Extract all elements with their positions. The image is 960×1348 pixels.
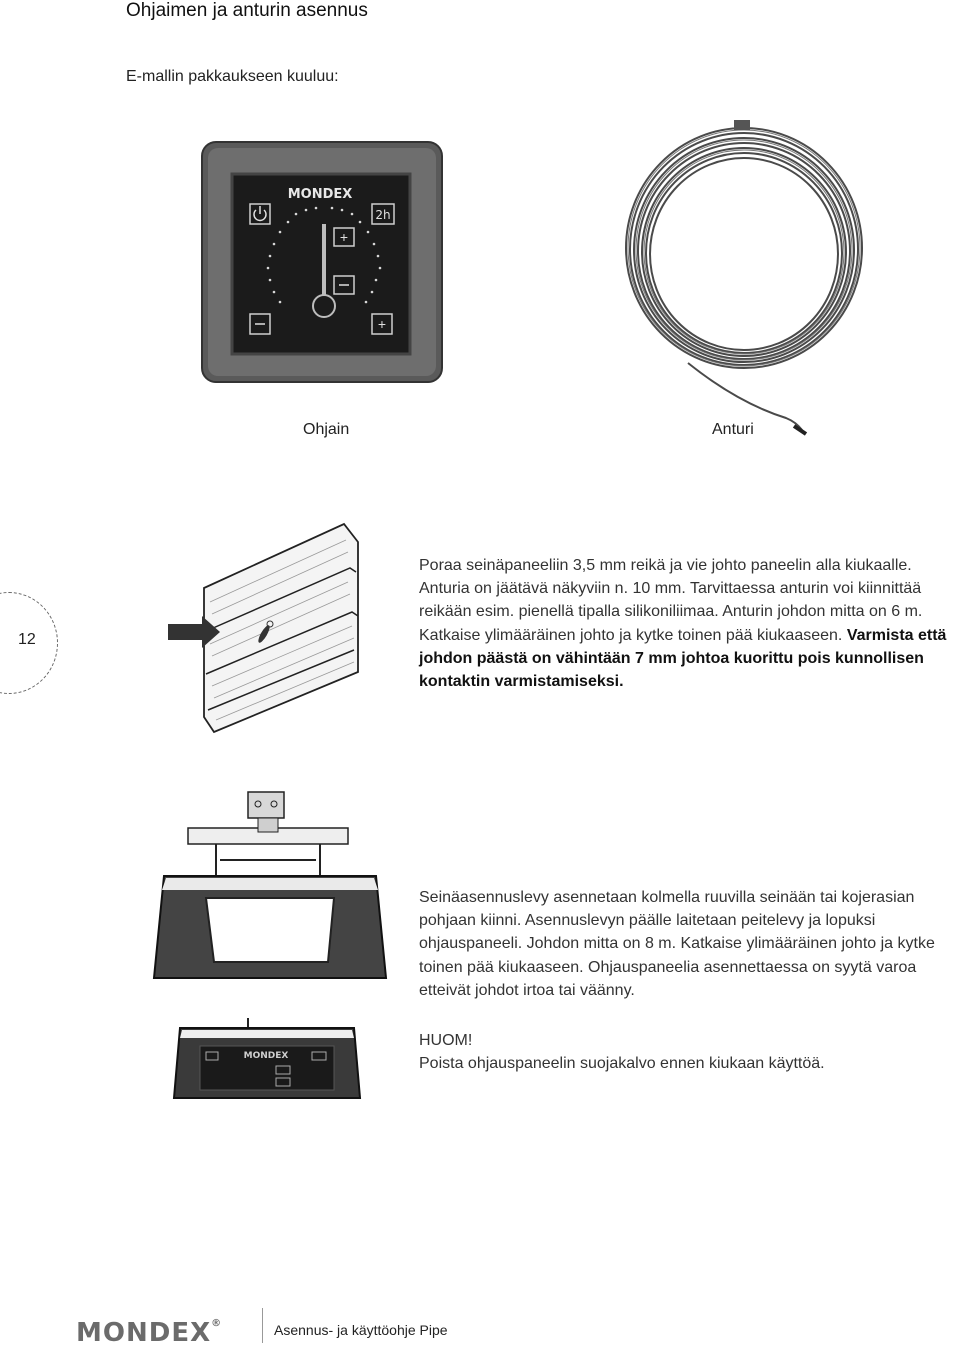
note-block bbox=[419, 1029, 954, 1075]
footer-doc-title: Asennus- ja käyttöohje Pipe bbox=[274, 1322, 448, 1338]
package-contents-heading: E-mallin pakkaukseen kuuluu: bbox=[126, 68, 339, 85]
svg-text:+: + bbox=[339, 229, 349, 245]
controller-caption: Ohjain bbox=[303, 421, 350, 438]
note-text: Poista ohjauspaneelin suojakalvo ennen kiukaan käyttöä. bbox=[419, 1055, 825, 1073]
controller-brand: MONDEX bbox=[287, 187, 353, 202]
footer-logo-text: MONDEX bbox=[76, 1318, 212, 1348]
registered-mark: ® bbox=[211, 1318, 223, 1329]
wall-panel-drilling-image bbox=[166, 522, 366, 734]
mounting-instructions: Seinäasennuslevy asennetaan kolmella ruuvilla seinään tai kojerasian pohjaan kiinni. Asennuslevyn päälle laitetaan peitelevy ja lopuksi ohjauspaneeli. Johdon mitta on 8 m. Katkaise ylimääräinen johto ja kytke toinen pää kiukaaseen. Ohjauspaneelia asennettaessa on syytä varoa etteivät johdot irtoa tai väänny. bbox=[419, 889, 935, 999]
controller-image bbox=[200, 140, 444, 384]
sensor-install-text: Poraa seinäpaneeliin 3,5 mm reikä ja vie johto paneelin alla kiukaalle. Anturia on jäätävä näkyviin n. 10 mm. Tarvittaessa anturin voi kiinnittää reikään esim. pienellä tipalla silikoniliimaa. Anturin johdon mitta on 6 m. Katkaise ylimääräinen johto ja kytke toinen pää kiukaaseen. bbox=[419, 557, 923, 644]
svg-text:MONDEX: MONDEX bbox=[243, 1051, 289, 1061]
page-number: 12 bbox=[18, 631, 36, 648]
svg-text:+: + bbox=[377, 316, 387, 332]
sensor-caption: Anturi bbox=[712, 421, 754, 438]
sensor-cable-image bbox=[618, 118, 868, 443]
footer-logo bbox=[76, 1318, 222, 1348]
page-title: Ohjaimen ja anturin asennus bbox=[126, 0, 368, 21]
mounting-plate-image bbox=[150, 790, 390, 1110]
sensor-install-warning: Varmista että johdon päästä on vähintään 7 mm johtoa kuorittu pois kunnollisen kontaktin varmistamiseksi. bbox=[419, 626, 947, 691]
note-label: HUOM! bbox=[419, 1032, 473, 1049]
sensor-install-instructions bbox=[419, 554, 949, 693]
footer-divider bbox=[262, 1308, 263, 1343]
timer-label: 2h bbox=[375, 208, 391, 222]
